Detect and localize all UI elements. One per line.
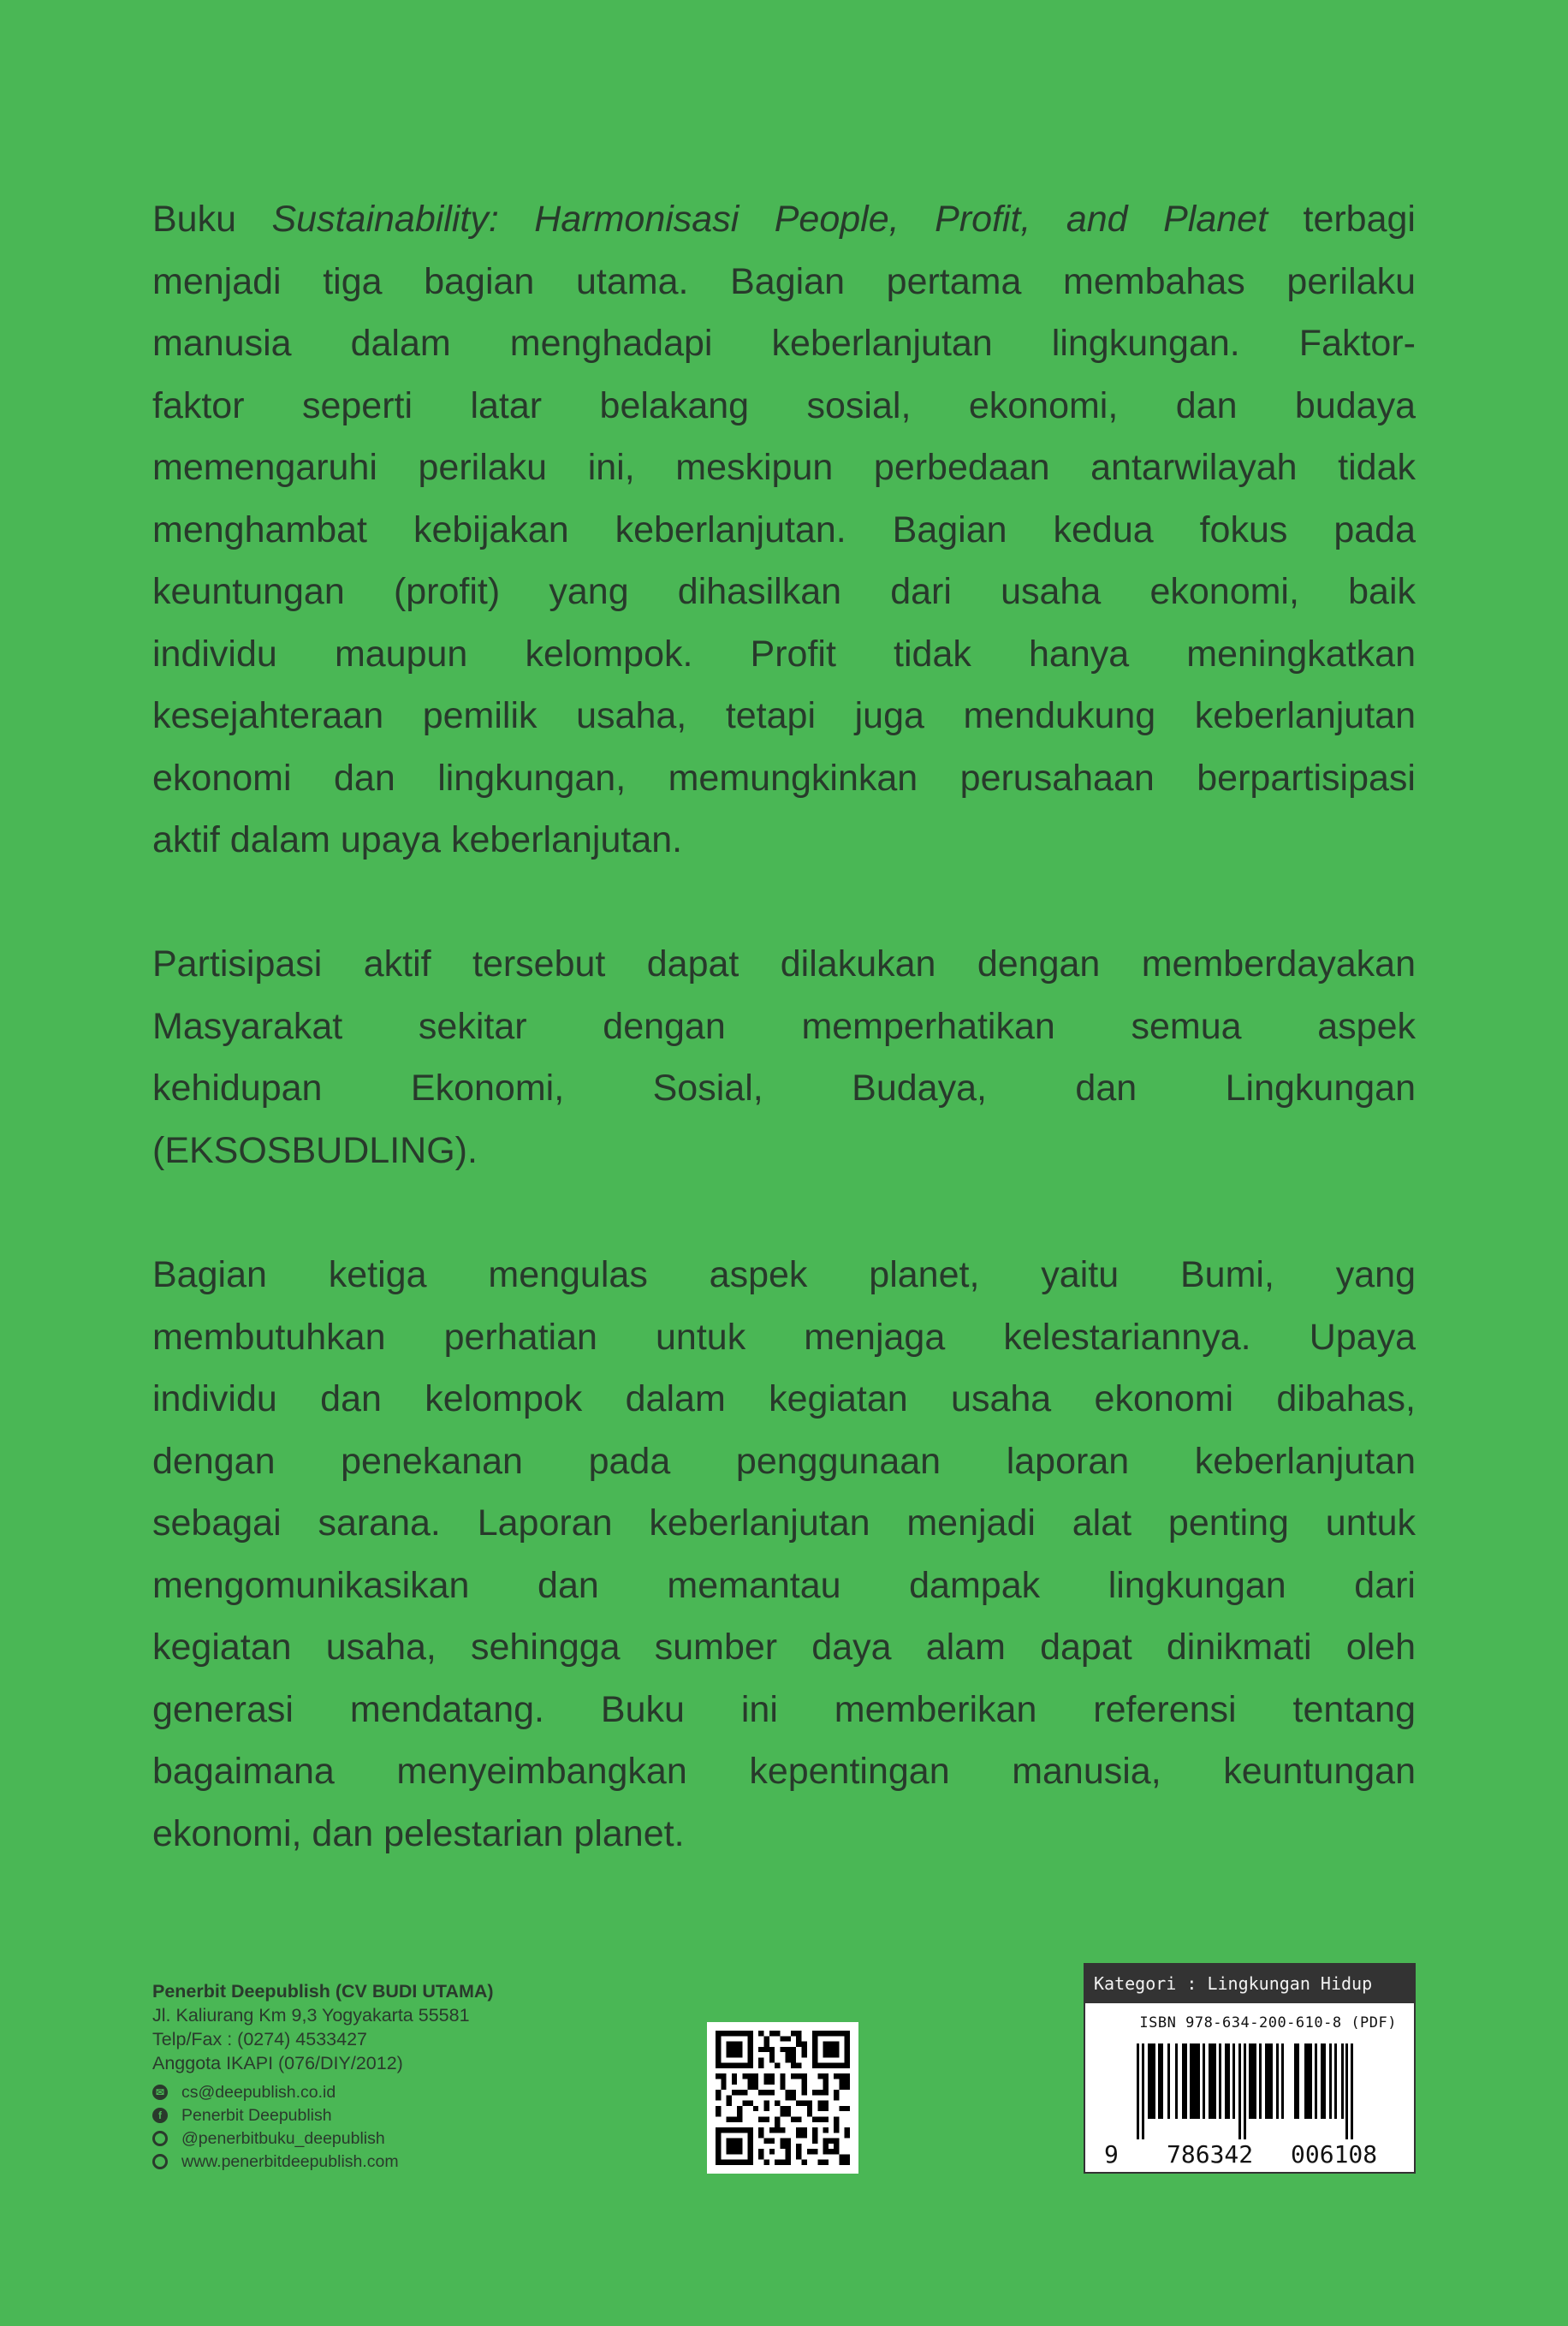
text-line: membutuhkan perhatian untuk menjaga kelestariannya. Upaya xyxy=(152,1316,1416,1358)
barcode xyxy=(1137,2043,1385,2142)
publisher-name: Penerbit Deepublish (CV BUDI UTAMA) xyxy=(152,1981,494,2002)
contact-facebook[interactable] xyxy=(152,2103,494,2127)
text-line: mengomunikasikan dan memantau dampak lingkungan dari xyxy=(152,1564,1416,1606)
text-line: Buku Sustainability: Harmonisasi People, Profit, and Planet terbagi xyxy=(152,199,1416,240)
email-text: cs@deepublish.co.id xyxy=(181,2082,336,2102)
text-line: aktif dalam upaya keberlanjutan. xyxy=(152,819,683,860)
text-line: (EKSOSBUDLING). xyxy=(152,1129,478,1171)
paragraph-3 xyxy=(152,1244,1416,1865)
text-line: manusia dalam menghadapi keberlanjutan lingkungan. Faktor- xyxy=(152,323,1416,364)
text-line: Partisipasi aktif tersebut dapat dilakukan dengan memberdayakan xyxy=(152,943,1416,985)
paragraph-1 xyxy=(152,188,1416,872)
text-line: menjadi tiga bagian utama. Bagian pertama membahas perilaku xyxy=(152,260,1416,302)
contact-email[interactable] xyxy=(152,2080,494,2103)
text-line: kesejahteraan pemilik usaha, tetapi juga mendukung keberlanjutan xyxy=(152,695,1416,736)
isbn-box xyxy=(1084,1963,1416,2174)
text-line: memengaruhi perilaku ini, meskipun perbedaan antarwilayah tidak xyxy=(152,447,1416,488)
text-line: ekonomi dan lingkungan, memungkinkan perusahaan berpartisipasi xyxy=(152,757,1416,799)
text-line: individu maupun kelompok. Profit tidak hanya meningkatkan xyxy=(152,633,1416,675)
text-line: dengan penekanan pada penggunaan laporan keberlanjutan xyxy=(152,1440,1416,1482)
publisher-membership: Anggota IKAPI (076/DIY/2012) xyxy=(152,2053,403,2073)
website-text: www.penerbitdeepublish.com xyxy=(181,2151,399,2171)
barcode-digits-right: 006108 xyxy=(1291,2140,1378,2168)
text-line: generasi mendatang. Buku ini memberikan referensi tentang xyxy=(152,1688,1416,1730)
text-line: kegiatan usaha, sehingga sumber daya alam dapat dinikmati oleh xyxy=(152,1627,1416,1668)
text-line: sebagai sarana. Laporan keberlanjutan menjadi alat penting untuk xyxy=(152,1502,1416,1544)
email-icon: ✉ xyxy=(152,2085,168,2100)
qr-code[interactable] xyxy=(707,2022,858,2174)
barcode-digit-first: 9 xyxy=(1104,2140,1119,2168)
text-line: ekonomi, dan pelestarian planet. xyxy=(152,1812,685,1854)
text-line: Masyarakat sekitar dengan memperhatikan semua aspek xyxy=(152,1005,1416,1047)
instagram-icon xyxy=(152,2131,168,2146)
text-line: faktor seperti latar belakang sosial, ekonomi, dan budaya xyxy=(152,384,1416,426)
contact-list xyxy=(152,2080,494,2173)
text-line: keuntungan (profit) yang dihasilkan dari usaha ekonomi, baik xyxy=(152,571,1416,612)
text-line: kehidupan Ekonomi, Sosial, Budaya, dan Lingkungan xyxy=(152,1068,1416,1109)
book-title-italic: Sustainability: Harmonisasi People, Profit, and Planet xyxy=(271,199,1268,240)
publisher-address: Jl. Kaliurang Km 9,3 Yogyakarta 55581 xyxy=(152,2005,470,2026)
instagram-text: @penerbitbuku_deepublish xyxy=(181,2128,385,2148)
text-line: menghambat kebijakan keberlanjutan. Bagian kedua fokus pada xyxy=(152,509,1416,550)
isbn-number: ISBN 978-634-200-610-8 (PDF) xyxy=(1139,2014,1397,2032)
web-icon xyxy=(152,2154,168,2169)
barcode-digits-left: 786342 xyxy=(1167,2140,1254,2168)
facebook-icon: f xyxy=(152,2108,168,2123)
text-line: Bagian ketiga mengulas aspek planet, yaitu Bumi, yang xyxy=(152,1254,1416,1295)
publisher-info xyxy=(152,1979,494,2173)
publisher-phone: Telp/Fax : (0274) 4533427 xyxy=(152,2029,367,2049)
paragraph-2 xyxy=(152,933,1416,1181)
category-label: Kategori : Lingkungan Hidup xyxy=(1085,1965,1414,2003)
qr-code-pattern xyxy=(716,2031,850,2165)
facebook-text: Penerbit Deepublish xyxy=(181,2105,332,2125)
text-line: bagaimana menyeimbangkan kepentingan manusia, keuntungan xyxy=(152,1751,1416,1792)
contact-instagram[interactable] xyxy=(152,2127,494,2150)
contact-website[interactable] xyxy=(152,2150,494,2173)
text-line: individu dan kelompok dalam kegiatan usaha ekonomi dibahas, xyxy=(152,1378,1416,1419)
